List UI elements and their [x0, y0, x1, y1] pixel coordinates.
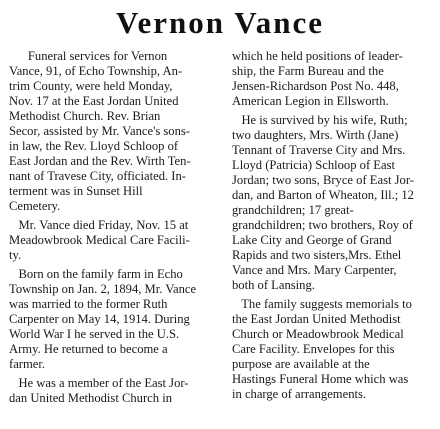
text-line: Nov. 17 at the East Jordan United — [9, 94, 179, 108]
text-line: Vance, 91, of Echo Township, An- — [9, 64, 183, 78]
text-line: two daughters, Mrs. Wirth (Jane) — [232, 128, 399, 142]
right-column — [232, 49, 435, 402]
text-line: Hastings Funeral Home which was — [232, 372, 409, 386]
text-line: Vance and Mrs. Mary Carpenter, — [232, 263, 397, 277]
text-line: Lloyd (Patricia) Schloop of East — [232, 158, 395, 172]
text-line: trim County, were held Monday, — [9, 79, 173, 93]
text-line: Army. He returned to become a — [9, 342, 168, 356]
text-line: purpose are available at the — [232, 357, 370, 371]
text-line: World War I he served in the U.S. — [9, 327, 180, 341]
text-line: Funeral services for Vernon — [9, 49, 168, 63]
text-line: in charge of arrangements. — [232, 387, 367, 401]
text-line: Methodist Church. Rev. Brian — [9, 109, 161, 123]
text-line: Church or Meadowbrook Medical — [232, 327, 404, 341]
text-line: Jordan; two sons, Bryce of East Jor- — [232, 173, 414, 187]
text-line: He is survived by his wife, Ruth; — [232, 113, 408, 127]
text-line: Carpenter on May 14, 1914. During — [9, 312, 190, 326]
text-line: nant of Travese City, officiated. In- — [9, 169, 186, 183]
text-line: Jensen-Richardson Post No. 448, — [232, 79, 399, 93]
text-line: terment was in Sunset Hill — [9, 184, 143, 198]
text-line: Care Facility. Envelopes for this — [232, 342, 395, 356]
text-line: grandchildren; two brothers, Roy of — [232, 218, 413, 232]
text-line: Tennant of Traverse City and Mrs. — [232, 143, 406, 157]
text-line: farmer. — [9, 357, 46, 371]
text-line: ship, the Farm Bureau and the — [232, 64, 384, 78]
text-line: dan, and Barton of Wheaton, Ill.; 12 — [232, 188, 414, 202]
text-line: Mr. Vance died Friday, Nov. 15 at — [9, 218, 189, 232]
text-line: the East Jordan United Methodist — [232, 312, 401, 326]
text-line: Township on Jan. 2, 1894, Mr. Vance — [9, 282, 197, 296]
text-line: East Jordan and the Rev. Wirth Ten- — [9, 154, 191, 168]
text-line: in law, the Rev. Lloyd Schloop of — [9, 139, 179, 153]
text-line: ty. — [9, 248, 22, 262]
text-line: grandchildren; 17 great- — [232, 203, 354, 217]
text-line: The family suggests memorials to — [232, 297, 412, 311]
text-line: Meadowbrook Medical Care Facili- — [9, 233, 190, 247]
text-line: He was a member of the East Jor- — [9, 376, 189, 390]
text-line: American Legion in Ellsworth. — [232, 94, 389, 108]
text-line: Rapids and two sisters,Mrs. Ethel — [232, 248, 402, 262]
text-line: both of Lansing. — [232, 278, 315, 292]
text-line: was married to the former Ruth — [9, 297, 168, 311]
text-line: Lake City and George of Grand — [232, 233, 392, 247]
text-line: Secor, assisted by Mr. Vance's sons- — [9, 124, 190, 138]
text-line: dan United Methodist Church in — [9, 391, 172, 405]
left-column — [9, 49, 219, 406]
text-line: Cemetery. — [9, 199, 61, 213]
text-line: Born on the family farm in Echo — [9, 267, 183, 281]
text-line: which he held positions of leader- — [232, 49, 403, 63]
headline: Vernon Vance — [115, 5, 325, 40]
